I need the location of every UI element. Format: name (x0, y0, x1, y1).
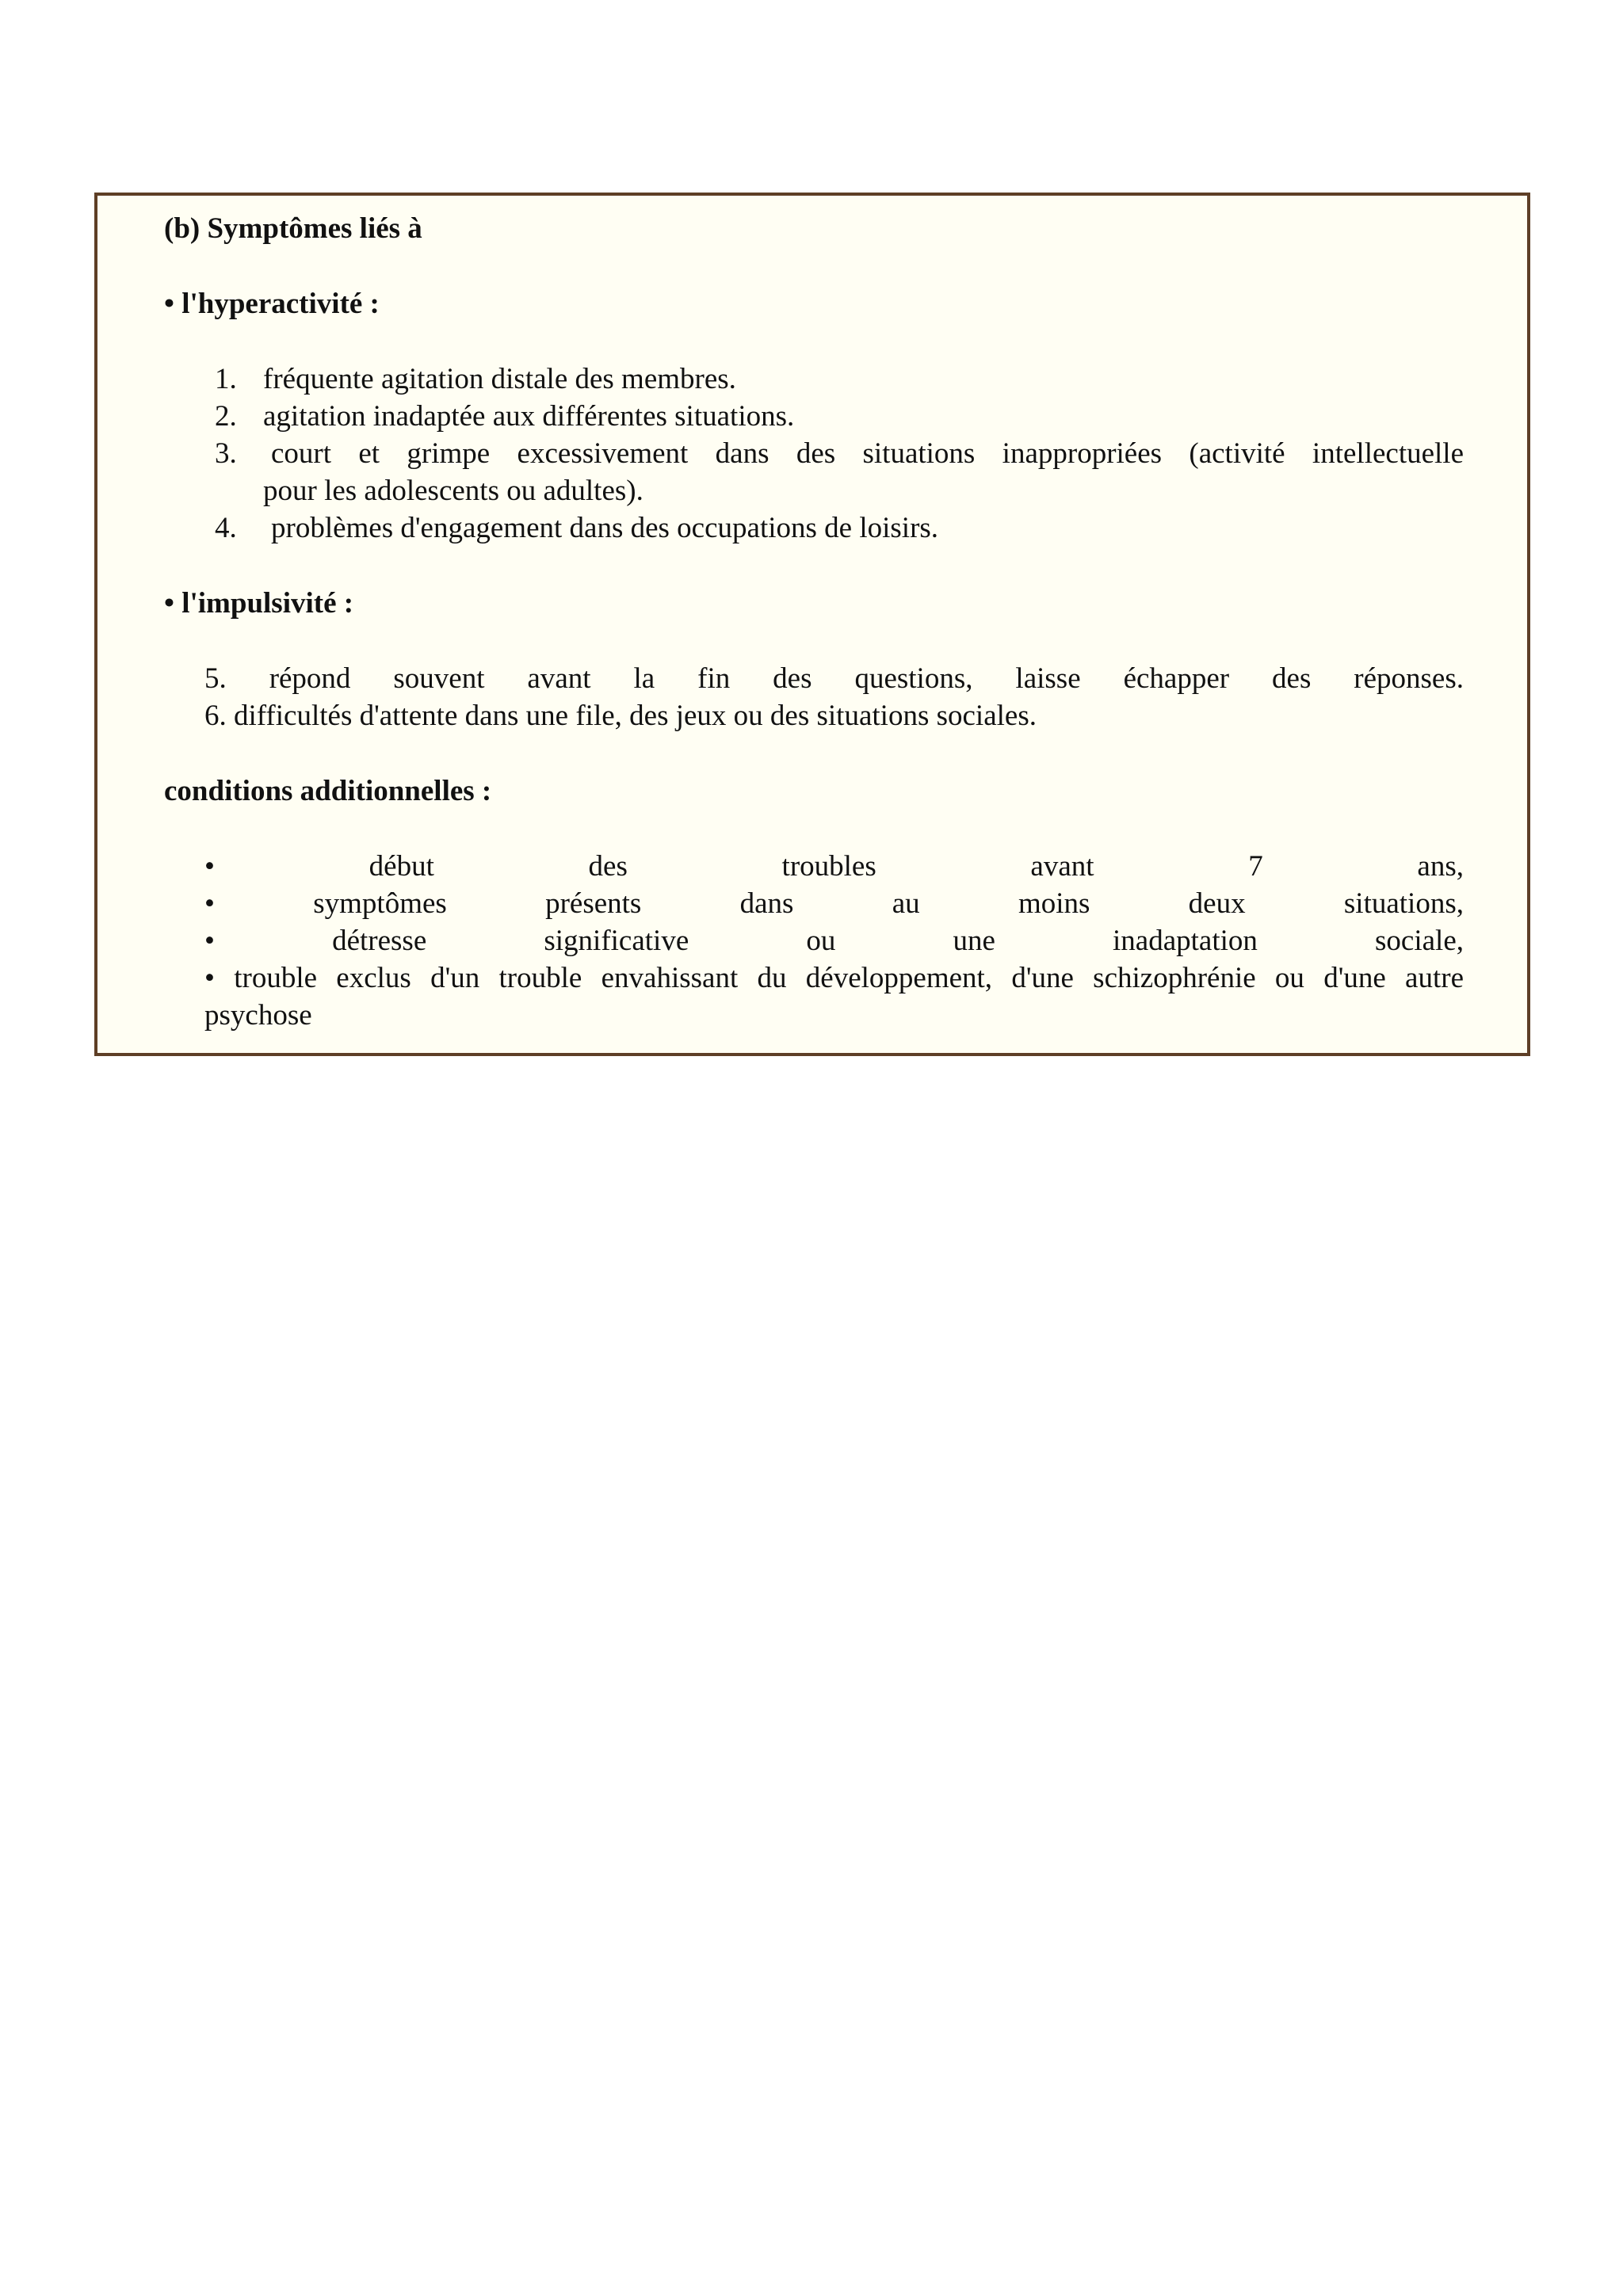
list-item (164, 509, 1464, 547)
condition-item: • début des troubles avant 7 ans, (204, 850, 1464, 883)
list-item-number: 4. (215, 512, 237, 544)
impulsivity-line-6: 6. difficultés d'attente dans une file, des jeux ou des situations sociales. (204, 700, 1037, 732)
list-item-number: 2. (215, 400, 237, 433)
criteria-box (94, 193, 1530, 1056)
impulsivity-title: • l'impulsivité : (164, 587, 354, 620)
list-item-text: fréquente agitation distale des membres. (263, 363, 736, 395)
conditions-title: conditions additionnelles : (164, 775, 492, 807)
hyperactivity-title: • l'hyperactivité : (164, 288, 380, 320)
list-item (164, 435, 1464, 472)
condition-item: • détresse significative ou une inadaptation sociale, (204, 925, 1464, 957)
list-item (164, 398, 1464, 435)
criteria-content (164, 210, 1464, 1034)
condition-item-continuation: psychose (204, 999, 312, 1032)
condition-item: • symptômes présents dans au moins deux situations, (204, 887, 1464, 920)
section-heading: (b) Symptômes liés à (164, 212, 422, 245)
list-item (164, 360, 1464, 398)
list-item-text: court et grimpe excessivement dans des situations inappropriées (activité intellectuelle (271, 437, 1464, 470)
list-item-text: agitation inadaptée aux différentes situations. (263, 400, 795, 433)
impulsivity-line-5: 5. répond souvent avant la fin des questions, laisse échapper des réponses. (204, 662, 1464, 695)
list-item-number: 3. (215, 437, 237, 470)
condition-item: • trouble exclus d'un trouble envahissant du développement, d'une schizophrénie ou d'une autre (204, 962, 1464, 994)
list-item-continuation: pour les adolescents ou adultes). (263, 475, 643, 507)
list-item-text: problèmes d'engagement dans des occupations de loisirs. (271, 512, 939, 544)
list-item-number: 1. (215, 363, 237, 395)
